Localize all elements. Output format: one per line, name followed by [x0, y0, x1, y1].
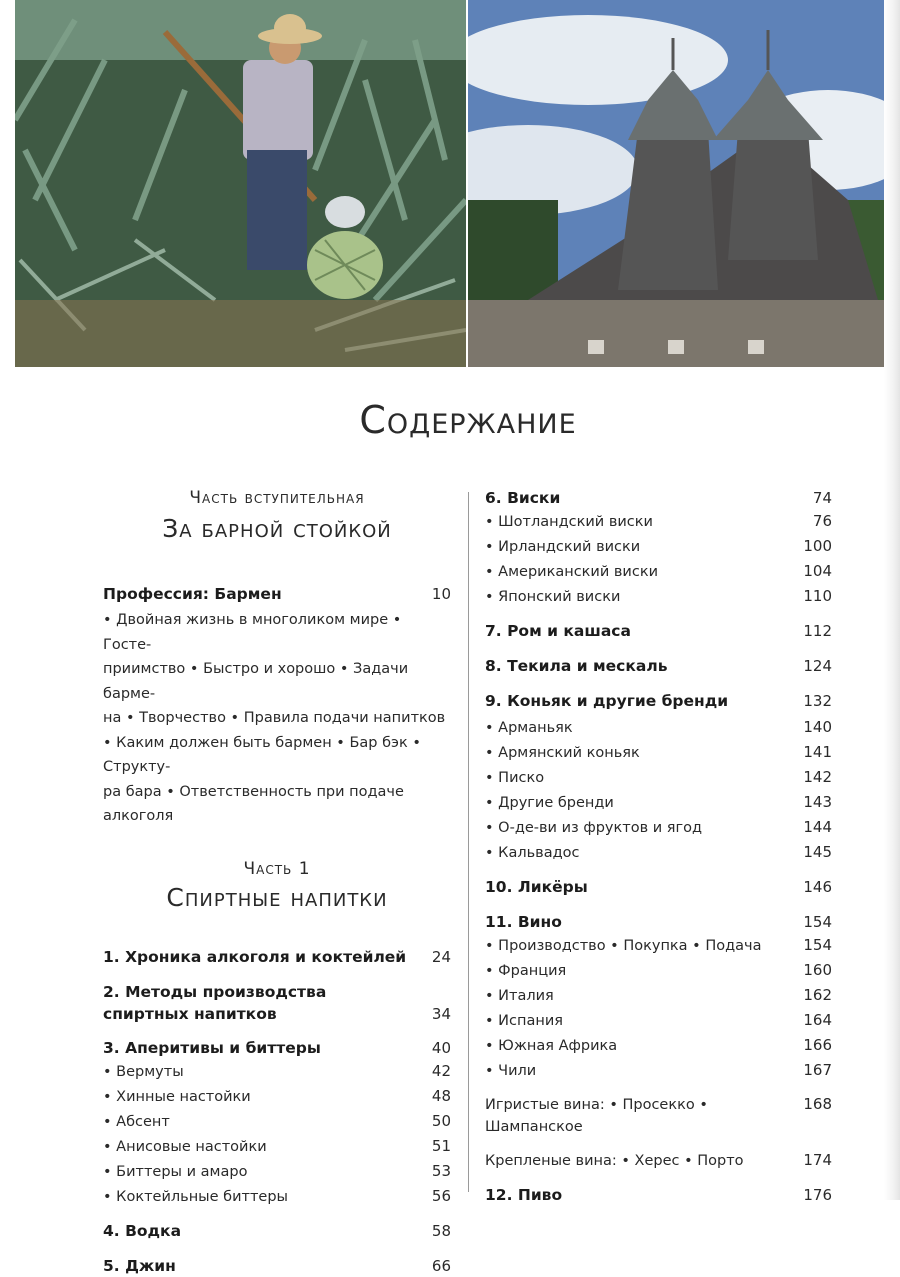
- subentry-page: 144: [803, 818, 832, 836]
- chapter-title: 9. Коньяк и другие бренди: [485, 692, 729, 710]
- intro-line: • Двойная жизнь в многоликом мире • Госте-: [103, 612, 402, 653]
- toc-subentry[interactable]: [485, 534, 832, 559]
- chapter-title: 5. Джин: [103, 1256, 176, 1275]
- chapter-title: 10. Ликёры: [485, 878, 588, 896]
- toc-subentry[interactable]: [485, 584, 832, 609]
- subentry-title: • Испания: [485, 1009, 795, 1033]
- toc-entry-chapter-4[interactable]: [103, 1220, 451, 1242]
- toc-left-column: [103, 488, 451, 1277]
- intro-description: [103, 608, 451, 829]
- subentry-title: • Южная Африка: [485, 1034, 795, 1058]
- toc-entry-chapter-11[interactable]: [485, 911, 832, 933]
- toc-entry-chapter-9[interactable]: [485, 690, 832, 712]
- part1-label: Часть 1: [243, 858, 311, 879]
- subentry-title: • Коктейльные биттеры: [103, 1185, 424, 1209]
- chapter-title: 1. Хроника алкоголя и коктейлей: [103, 947, 407, 966]
- subentry-page: 162: [803, 986, 832, 1004]
- toc-subentry[interactable]: [485, 559, 832, 584]
- chapter-page: 58: [431, 1221, 451, 1240]
- toc-entry-chapter-6[interactable]: [485, 487, 832, 509]
- toc-subentry[interactable]: [485, 815, 832, 840]
- chapter-page: 74: [812, 489, 832, 507]
- header-photos: [15, 0, 884, 367]
- chapter-title: 3. Аперитивы и биттеры: [103, 1038, 321, 1057]
- subentry-title: • Арманьяк: [485, 716, 795, 740]
- subentry-page: 110: [803, 587, 832, 605]
- page-edge-shadow: [884, 0, 900, 1200]
- subentry-page: 167: [803, 1061, 832, 1079]
- subentry-title: • О-де-ви из фруктов и ягод: [485, 816, 795, 840]
- page-title: Содержание: [359, 398, 577, 442]
- toc-entry-chapter-5[interactable]: [103, 1255, 451, 1277]
- subentry-title: • Абсент: [103, 1110, 424, 1134]
- subentry-page: 140: [803, 718, 832, 736]
- subentry-title: Крепленые вина: • Херес • Порто: [485, 1153, 744, 1169]
- chapter-page: 24: [431, 947, 451, 966]
- subentry-page: 51: [431, 1136, 451, 1155]
- chapter-page: 176: [803, 1186, 832, 1204]
- chapter-title: 7. Ром и кашаса: [485, 622, 631, 640]
- chapter-page: 34: [431, 1004, 451, 1023]
- toc-subentry[interactable]: [103, 1134, 451, 1159]
- subentry-page: 104: [803, 562, 832, 580]
- agave-harvest-photo: [15, 0, 466, 367]
- subentry-page: 42: [431, 1061, 451, 1080]
- toc-entry-chapter-8[interactable]: [485, 655, 832, 677]
- subentry-page: 53: [431, 1161, 451, 1180]
- subentry-page: 56: [431, 1186, 451, 1205]
- subentry-title: • Шотландский виски: [485, 510, 805, 534]
- toc-subentry[interactable]: [485, 740, 832, 765]
- subentry-title: • Биттеры и амаро: [103, 1160, 424, 1184]
- toc-entry-chapter-12[interactable]: [485, 1184, 832, 1206]
- subentry-title: • Италия: [485, 984, 795, 1008]
- subentry-title: • Производство • Покупка • Подача: [485, 934, 795, 958]
- part1-title: Спиртные напитки: [166, 882, 388, 912]
- subentry-title: • Анисовые настойки: [103, 1135, 424, 1159]
- subentry-page: 50: [431, 1111, 451, 1130]
- chapter-page: 132: [803, 692, 832, 710]
- intro-part-title: За барной стойкой: [162, 514, 392, 543]
- intro-line: на • Творчество • Правила подачи напитков: [103, 710, 446, 726]
- subentry-title: • Писко: [485, 766, 795, 790]
- intro-part-label: Часть вступительная: [189, 488, 365, 508]
- intro-line: приимство • Быстро и хорошо • Задачи барме-: [103, 661, 409, 702]
- chapter-title: [103, 981, 424, 1025]
- subentry-title: • Японский виски: [485, 585, 795, 609]
- chapter-title-line: спиртных напитков: [103, 1004, 277, 1023]
- toc-subentry[interactable]: [103, 1159, 451, 1184]
- distillery-photo: [468, 0, 884, 367]
- toc-entry-chapter-1[interactable]: [103, 946, 451, 968]
- toc-subentry[interactable]: [485, 958, 832, 983]
- subentry-page: 160: [803, 961, 832, 979]
- toc-subentry[interactable]: [103, 1084, 451, 1109]
- toc-subentry[interactable]: [485, 840, 832, 865]
- toc-subentry[interactable]: [103, 1059, 451, 1084]
- subentry-title: • Чили: [485, 1059, 795, 1083]
- subentry-page: 174: [803, 1151, 832, 1169]
- toc-subentry[interactable]: [485, 1058, 832, 1083]
- chapter-page: 66: [431, 1256, 451, 1275]
- toc-entry-chapter-3[interactable]: [103, 1037, 451, 1059]
- chapter-page: 154: [803, 913, 832, 931]
- chapter-page: 124: [803, 657, 832, 675]
- subentry-title: • Другие бренди: [485, 791, 795, 815]
- chapter-page: 146: [803, 878, 832, 896]
- subentry-page: 76: [812, 512, 832, 530]
- toc-subentry[interactable]: [485, 1033, 832, 1058]
- toc-subentry[interactable]: [103, 1109, 451, 1134]
- subentry-page: 142: [803, 768, 832, 786]
- toc-entry-title: Профессия: Бармен: [103, 585, 282, 603]
- toc-entry-fortified-wines[interactable]: [485, 1149, 832, 1172]
- toc-subentry[interactable]: [485, 765, 832, 790]
- toc-entry-page: 10: [431, 585, 451, 603]
- toc-subentry[interactable]: [485, 933, 832, 958]
- chapter-title-line: 2. Методы производства: [103, 982, 327, 1001]
- subentry-title: • Кальвадос: [485, 841, 795, 865]
- toc-entry-chapter-7[interactable]: [485, 620, 832, 642]
- subentry-page: 100: [803, 537, 832, 555]
- column-divider: [468, 492, 469, 1192]
- subentry-title: • Хинные настойки: [103, 1085, 424, 1109]
- toc-entry-profession[interactable]: [103, 583, 451, 605]
- chapter-page: 40: [431, 1038, 451, 1057]
- subentry-title: • Ирландский виски: [485, 535, 795, 559]
- toc-entry-chapter-2[interactable]: [103, 981, 451, 1025]
- subentry-title: Игристые вина: • Просекко • Шампанское: [485, 1097, 708, 1135]
- subentry-title: • Армянский коньяк: [485, 741, 795, 765]
- chapter-page: 112: [803, 622, 832, 640]
- toc-subentry[interactable]: [485, 983, 832, 1008]
- subentry-page: 154: [803, 936, 832, 954]
- subentry-page: 168: [803, 1095, 832, 1113]
- toc-subentry[interactable]: [485, 1008, 832, 1033]
- subentry-page: 48: [431, 1086, 451, 1105]
- toc-subentry[interactable]: [485, 509, 832, 534]
- subentry-page: 141: [803, 743, 832, 761]
- subentry-page: 164: [803, 1011, 832, 1029]
- toc-right-column: [485, 487, 832, 1206]
- toc-subentry[interactable]: [485, 790, 832, 815]
- subentry-page: 143: [803, 793, 832, 811]
- subentry-page: 166: [803, 1036, 832, 1054]
- chapter-title: 11. Вино: [485, 913, 562, 931]
- intro-line: • Каким должен быть бармен • Бар бэк • Структу-: [103, 734, 421, 775]
- chapter-title: 4. Водка: [103, 1221, 182, 1240]
- subentry-title: • Вермуты: [103, 1060, 424, 1084]
- toc-entry-chapter-10[interactable]: [485, 876, 832, 898]
- subentry-title: • Франция: [485, 959, 795, 983]
- chapter-title: 12. Пиво: [485, 1186, 563, 1204]
- toc-subentry[interactable]: [103, 1184, 451, 1209]
- subentry-title: • Американский виски: [485, 560, 795, 584]
- chapter-title: 6. Виски: [485, 489, 561, 507]
- toc-subentry[interactable]: [485, 715, 832, 740]
- toc-entry-sparkling-wines[interactable]: [485, 1093, 832, 1138]
- intro-line: ра бара • Ответственность при подаче алкоголя: [103, 783, 404, 824]
- subentry-page: 145: [803, 843, 832, 861]
- chapter-title: 8. Текила и мескаль: [485, 657, 668, 675]
